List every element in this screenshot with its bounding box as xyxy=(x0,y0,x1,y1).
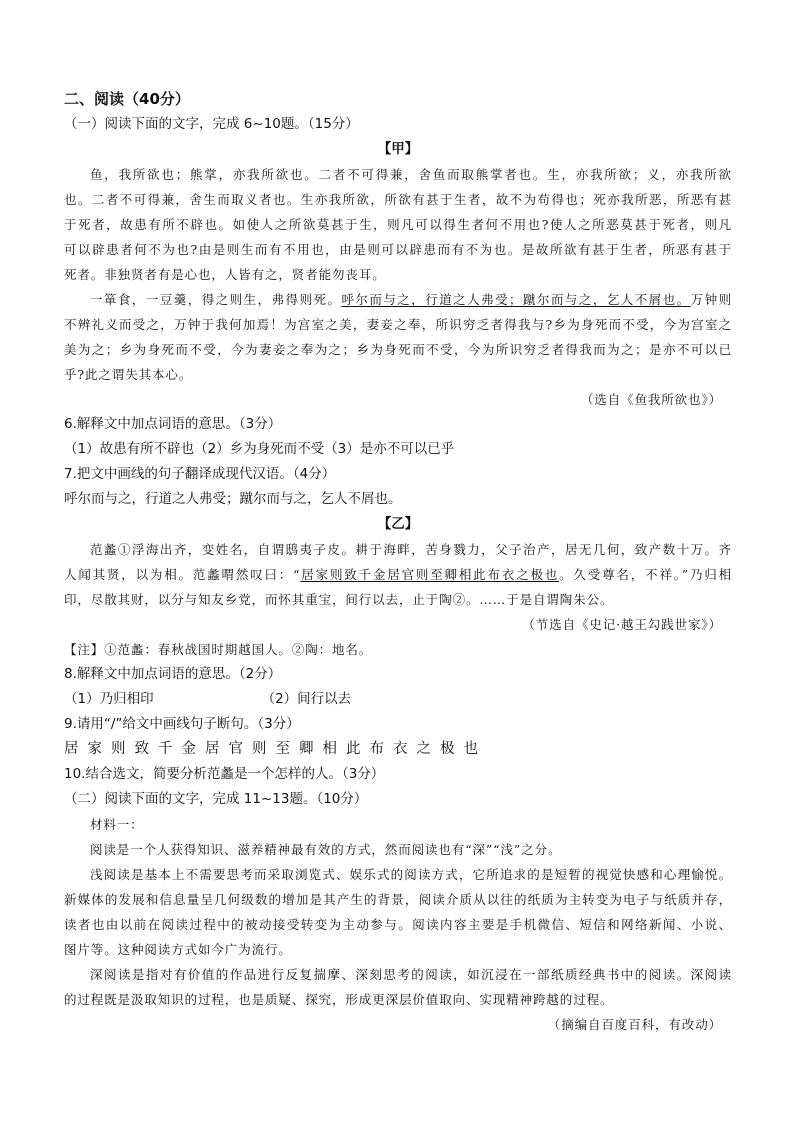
question-8-items xyxy=(64,687,732,712)
yi-text: 人闻其贤，以为相。范蠡喟然叹曰：“ xyxy=(64,567,301,582)
material-label: 材料一： xyxy=(90,817,144,832)
jia-p1-line: 也。二者不可得兼，舍生而取义者也。生亦我所欲，所欲有甚于生者，故不为苟得也；死亦我所恶，所恶有甚 xyxy=(64,192,732,207)
jia-p1-line: 可以辟患者何不为也?由是则生而有不用也，由是则可以辟患而有不为也。是故所欲有甚于生者，所恶有甚于 xyxy=(64,242,732,257)
question-7-text: 呼尔而与之，行道之人弗受；蹴尔而与之，乞人不屑也。 xyxy=(64,491,402,507)
jia-p2-text: 一箪食，一豆羹，得之则生，弗得则死。 xyxy=(90,292,342,307)
material-line: 深阅读是指对有价值的作品进行反复揣摩、深刻思考的阅读，如沉浸在一部纸质经典书中的阅读。深阅读 xyxy=(90,967,732,982)
jia-p1-line: 鱼，我所欲也；熊掌，亦我所欲也。二者不可得兼，舍鱼而取熊掌者也。生，亦我所欲；义，亦我所欲 xyxy=(90,167,732,182)
yi-underlined-sentence: 居家则致千金居官则至卿相此布衣之极也 xyxy=(300,567,560,582)
question-6-items: （1）故患有所不辟也（2）乡为身死而不受（3）是亦不可以已乎 xyxy=(64,441,455,457)
material-line: 新媒体的发展和信息量呈几何级数的增加是其产生的背景，阅读介质从以往的纸质为主转变为电子与纸质并存， xyxy=(64,892,732,907)
material-p1: 阅读是一个人获得知识、滋养精神最有效的方式，然而阅读也有“深”“浅”之分。 xyxy=(90,842,562,857)
material-line: 图片等。这种阅读方式如今广为流行。 xyxy=(64,942,292,957)
yi-paragraph xyxy=(64,537,732,612)
material-source: （摘编自百度百科，有改动） xyxy=(547,1017,722,1032)
part2-instruction: （二）阅读下面的文字，完成 11~13题。（10分） xyxy=(64,791,368,807)
material-line: 读者也由以前在阅读过程中的被动接受转变为主动参与。阅读内容主要是手机微信、短信和网络新闻、小说、 xyxy=(64,917,732,932)
exam-page xyxy=(64,86,732,1037)
section-title: 二、阅读（40分） xyxy=(64,90,190,108)
part1-instruction: （一）阅读下面的文字，完成 6~10题。（15分） xyxy=(64,116,359,132)
jia-p1-line: 于死者，故患有所不辟也。如使人之所欲莫甚于生，则凡可以得生者何不用也?使人之所恶莫甚于死者，则凡 xyxy=(64,217,732,232)
yi-line: 印，尽散其财，以分与知友乡党，而怀其重宝，间行以去，止于陶②。……于是自谓陶朱公。 xyxy=(64,592,614,607)
question-9-text: 居家则致千金居官则至卿相此布衣之极也 xyxy=(64,741,487,757)
yi-text: 。久受尊名，不祥。”乃归相 xyxy=(559,567,732,582)
jia-paragraph-2 xyxy=(64,287,732,387)
yi-line: 范蠡①浮海出齐，变姓名，自谓鸱夷子皮。耕于海畔，苦身戮力，父子治产，居无几何，致产数十万。齐 xyxy=(90,542,732,557)
yi-label: 【乙】 xyxy=(377,516,419,532)
jia-p2-line xyxy=(64,287,732,312)
jia-p2-line: 乎?此之谓失其本心。 xyxy=(64,367,193,382)
yi-line xyxy=(64,562,732,587)
q8-item-2: （2）间行以去 xyxy=(261,691,352,707)
question-7: 7.把文中画线的句子翻译成现代汉语。（4分） xyxy=(64,466,336,482)
jia-p2-line: 美为之；乡为身死而不受，今为妻妾之奉为之；乡为身死而不受，今为所识穷乏者得我而为之；是亦不可以已 xyxy=(64,342,732,357)
yi-note: 【注】①范蠡：春秋战国时期越国人。②陶：地名。 xyxy=(64,642,373,657)
jia-paragraph-1 xyxy=(64,162,732,287)
material-p2 xyxy=(64,862,732,962)
material-line: 浅阅读是基本上不需要思考而采取浏览式、娱乐式的阅读方式，它所追求的是短暂的视觉快感和心理愉悦。 xyxy=(90,867,732,882)
question-9: 9.请用“/”给文中画线句子断句。（3分） xyxy=(64,716,300,732)
jia-source: （选自《鱼我所欲也》） xyxy=(580,392,722,407)
jia-p2-text: 万钟则 xyxy=(690,292,732,307)
jia-label: 【甲】 xyxy=(377,141,419,157)
q8-item-1: （1）乃归相印 xyxy=(64,691,154,707)
jia-p1-line: 死者。非独贤者有是心也，人皆有之，贤者能勿丧耳。 xyxy=(64,267,386,282)
jia-p2-line: 不辨礼义而受之，万钟于我何加焉！为宫室之美，妻妾之奉，所识穷乏者得我与?乡为身死而不受，今为宫室之 xyxy=(64,317,732,332)
question-8: 8.解释文中加点词语的意思。（2分） xyxy=(64,666,282,682)
yi-source: （节选自《史记·越王勾践世家》） xyxy=(522,617,722,632)
question-6: 6.解释文中加点词语的意思。（3分） xyxy=(64,416,282,432)
question-10: 10.结合选文，简要分析范蠡是一个怎样的人。（3分） xyxy=(64,766,385,782)
material-p3 xyxy=(64,962,732,1012)
material-line: 的过程既是汲取知识的过程，也是质疑、探究，形成更深层价值取向、实现精神跨越的过程。 xyxy=(64,992,614,1007)
jia-underlined-sentence: 呼尔而与之，行道之人弗受；蹴尔而与之，乞人不屑也。 xyxy=(341,292,691,307)
